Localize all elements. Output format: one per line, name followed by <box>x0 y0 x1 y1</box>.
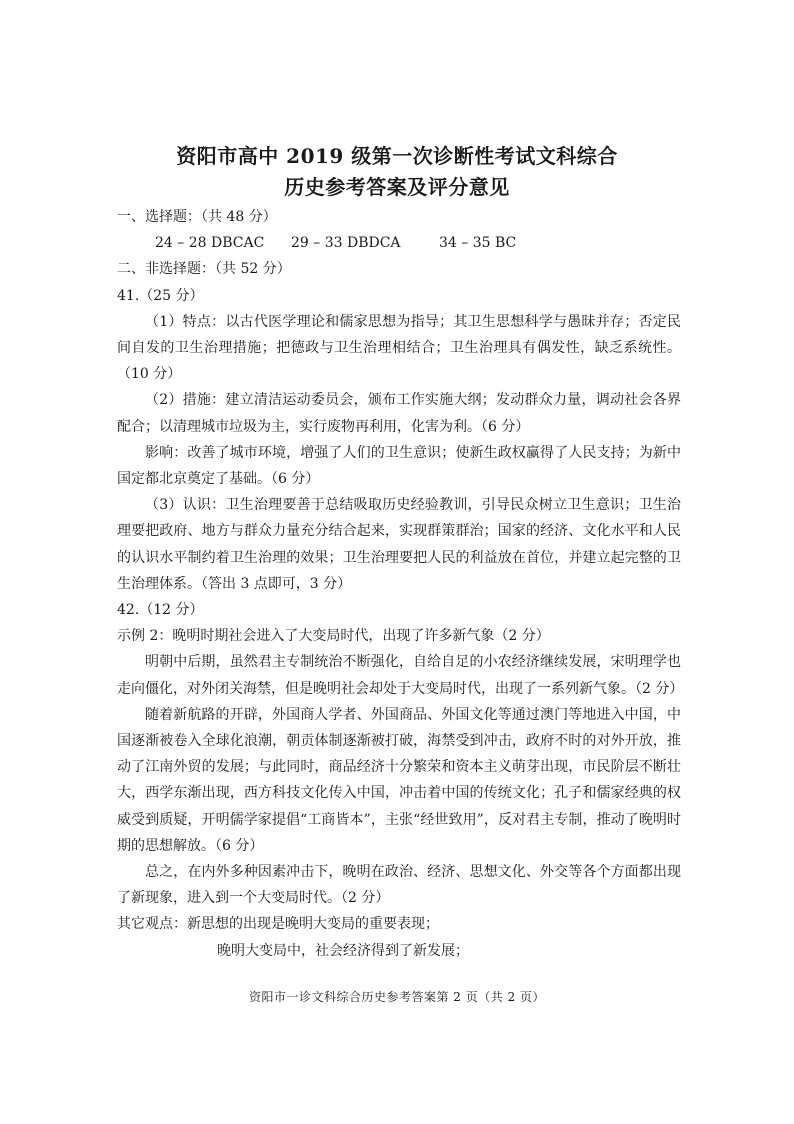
q42-example-thesis: 示例 2：晚明时期社会进入了大变局时代，出现了许多新气象（2 分） <box>117 628 550 645</box>
section2-heading: 二、非选择题：（共 52 分） <box>117 261 291 278</box>
document-title: 资阳市高中 2019 级第一次诊断性考试文科综合 <box>176 144 618 168</box>
other-views-line2: 晚明大变局中，社会经济得到了新发展； <box>217 942 469 959</box>
mc-answer-group: 24 – 28 DBCAC <box>155 235 265 252</box>
q41-part3-answer: （3）认识：卫生治理要善于总结吸取历史经验教训，引导民众树立卫生意识；卫生治理要把政府、地方与群众力量充分结合起来，实现群策群治；国家的经济、文化水平和人民的认识水平制约着卫生治理的效果；卫生治理要把人民的利益放在首位，并建立起完整的卫生治理体系。（答出 3 点即可，3 分） <box>117 497 681 592</box>
q41-part2-measures: （2）措施：建立清洁运动委员会，颁布工作实施大纲；发动群众力量，调动社会各界配合；以清理城市垃圾为主，实行废物再利用，化害为利。（6 分） <box>117 392 681 435</box>
q41-part1-answer: （1）特点：以古代医学理论和儒家思想为指导；其卫生思想科学与愚昧并存；否定民间自发的卫生治理措施；把德政与卫生治理相结合；卫生治理具有偶发性，缺乏系统性。（10 分） <box>117 313 681 383</box>
mc-answer-group: 29 – 33 DBDCA <box>291 235 401 252</box>
q42-paragraph: 总之，在内外多种因素冲击下，晚明在政治、经济、思想文化、外交等各个方面都出现了新现象，进入到一个大变局时代。（2 分） <box>117 864 681 907</box>
document-subtitle: 历史参考答案及评分意见 <box>284 175 510 199</box>
q42-paragraph: 明朝中后期，虽然君主专制统治不断强化，自给自足的小农经济继续发展，宋明理学也走向僵化，对外闭关海禁，但是晚明社会却处于大变局时代，出现了一系列新气象。（2 分） <box>117 654 684 697</box>
page-footer: 资阳市一诊文科综合历史参考答案第 2 页（共 2 页） <box>248 990 546 1004</box>
q42-heading: 42.（12 分） <box>117 602 204 619</box>
q41-part2-impact: 影响：改善了城市环境，增强了人们的卫生意识；使新生政权赢得了人民支持；为新中国定都北京奠定了基础。（6 分） <box>117 444 681 488</box>
q42-paragraph: 随着新航路的开辟，外国商人学者、外国商品、外国文化等通过澳门等地进入中国，中国逐渐被卷入全球化浪潮，朝贡体制逐渐被打破，海禁受到冲击，政府不时的对外开放，推动了江南外贸的发展；与此同时，商品经济十分繁荣和资本主义萌芽出现，市民阶层不断壮大，西学东渐出现，西方科技文化传入中国，冲击着中国的传统文化；孔子和儒家经典的权威受到质疑，开明儒学家提倡“工商皆本”，主张“经世致用”，反对君主专制，推动了晚明时期的思想解放。（6 分） <box>117 706 681 854</box>
other-views-line1: 其它观点：新思想的出现是晚明大变局的重要表现； <box>117 916 439 933</box>
multiple-choice-answers <box>117 230 681 256</box>
mc-answer-group: 34 – 35 BC <box>439 235 517 252</box>
section1-heading: 一、选择题：（共 48 分） <box>117 209 277 225</box>
answer-content <box>117 204 684 964</box>
q41-heading: 41.（25 分） <box>117 287 204 304</box>
